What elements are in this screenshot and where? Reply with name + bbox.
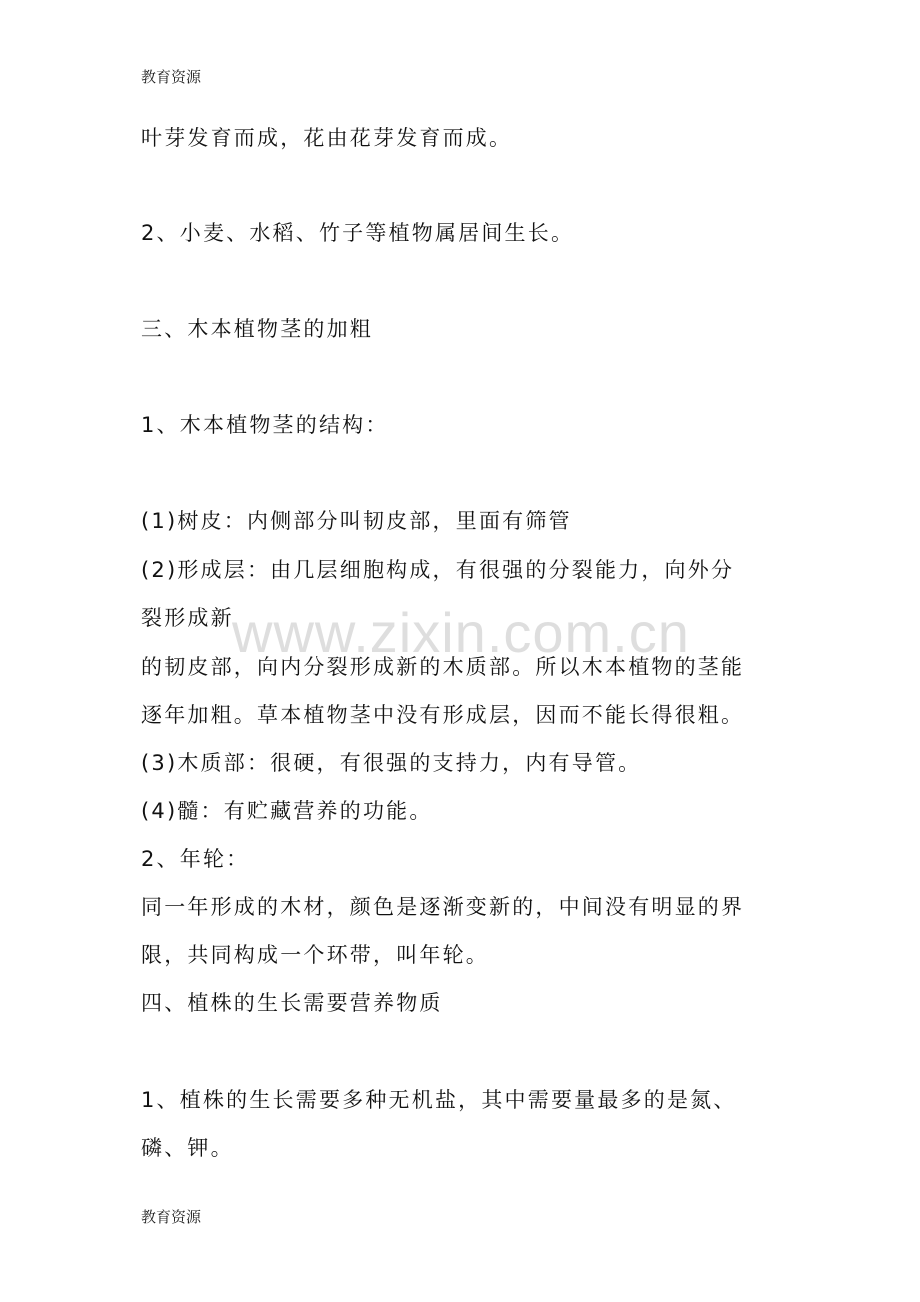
- text-line-minerals-2: 磷、钾。: [141, 1136, 234, 1160]
- list-item-xylem: (3)木质部：很硬，有很强的支持力，内有导管。: [141, 751, 642, 775]
- text-line-point-2: 2、小麦、水稻、竹子等植物属居间生长。: [141, 221, 575, 245]
- list-item-bark: (1)树皮：内侧部分叫韧皮部，里面有筛管: [141, 509, 572, 533]
- text-line-phloem: 的韧皮部，向内分裂形成新的木质部。所以木本植物的茎能: [141, 655, 745, 679]
- list-item-cambium-cont: 裂形成新: [141, 606, 234, 630]
- section-heading-4: 四、植株的生长需要营养物质: [141, 991, 443, 1015]
- section-heading-3: 三、木本植物茎的加粗: [141, 317, 373, 341]
- list-item-pith: (4)髓：有贮藏营养的功能。: [141, 799, 433, 823]
- text-line-rings-1: 同一年形成的木材，颜色是逐渐变新的，中间没有明显的界: [141, 895, 745, 919]
- text-line-thickening: 逐年加粗。草本植物茎中没有形成层，因而不能长得很粗。: [141, 703, 745, 727]
- page-footer: 教育资源: [141, 1208, 202, 1226]
- text-line-continuation: 叶芽发育而成，花由花芽发育而成。: [141, 126, 513, 150]
- text-line-rings-2: 限，共同构成一个环带，叫年轮。: [141, 943, 489, 967]
- subheading-tree-rings: 2、年轮：: [141, 847, 250, 871]
- subheading-stem-structure: 1、木本植物茎的结构：: [141, 413, 389, 437]
- watermark: www.zixin.com.cn: [232, 601, 690, 664]
- text-line-minerals-1: 1、植株的生长需要多种无机盐，其中需要量最多的是氮、: [141, 1088, 737, 1112]
- page-header: 教育资源: [141, 68, 202, 86]
- list-item-cambium: (2)形成层：由几层细胞构成，有很强的分裂能力，向外分: [141, 558, 735, 582]
